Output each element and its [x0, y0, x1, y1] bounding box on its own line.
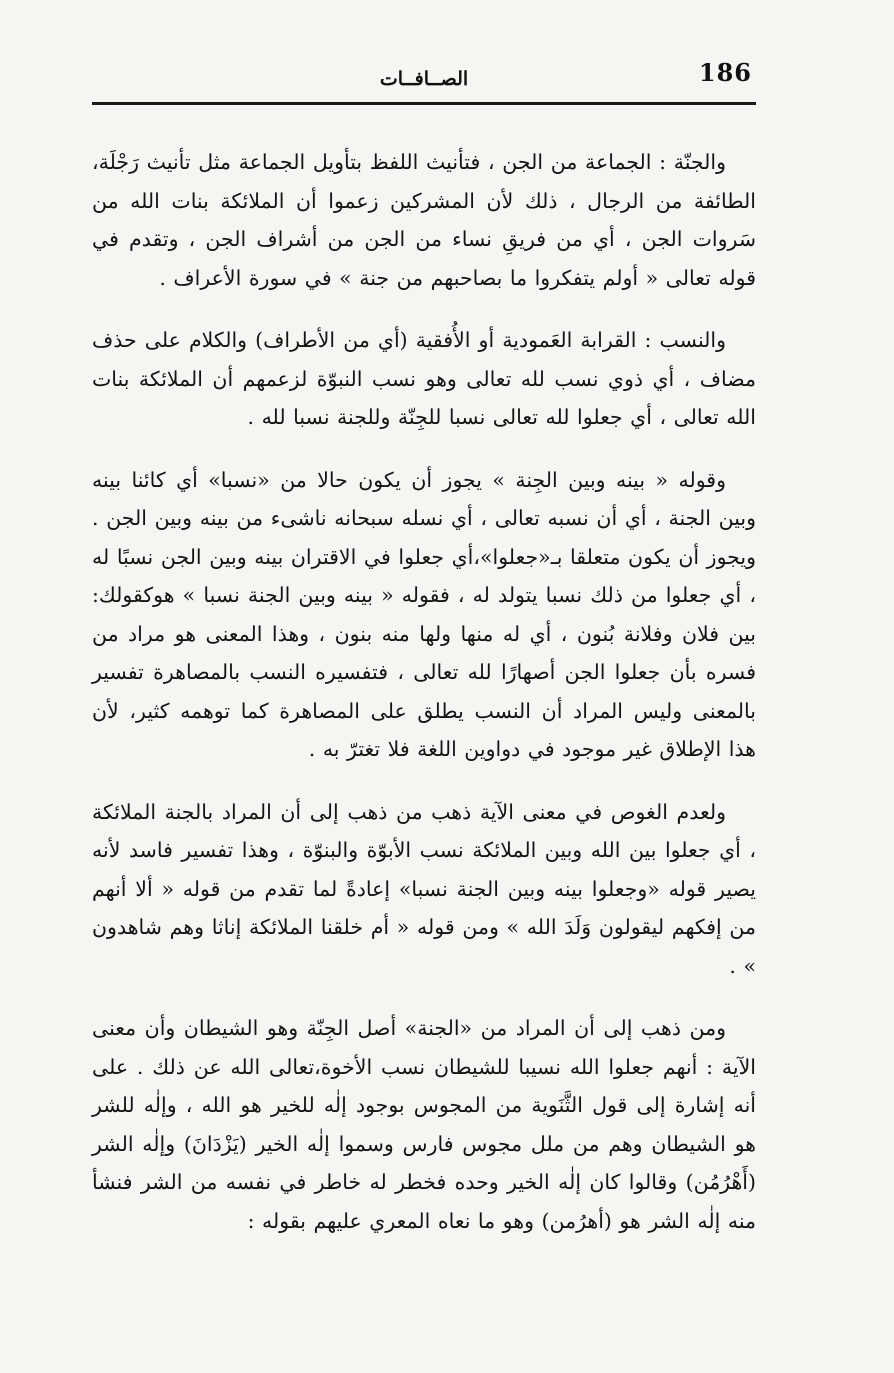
paragraph-jinna: والجنّة : الجماعة من الجن ، فتأنيث اللفظ بتأويل الجماعة مثل تأنيث رَجْلَة، الطائفة من الرجال ، ذلك لأن المشركين زعموا أن الملائكة بنات الله من سَروات الجن ، أي من فريقِ نساء من الجن من أشراف الجن ، وتقدم في قوله تعالى « أولم يتفكروا ما بصاحبهم من جنة » في سورة الأعراف .	[92, 150, 756, 290]
header-rule	[92, 102, 756, 105]
page-header	[92, 58, 756, 102]
body-text	[92, 143, 756, 1264]
paragraph-ghaws: ولعدم الغوص في معنى الآية ذهب من ذهب إلى أن المراد بالجنة الملائكة ، أي جعلوا بين الله وبين الملائكة نسب الأبوّة والبنوّة ، وهذا تفسير فاسد لأنه يصير قوله «وجعلوا بينه وبين الجنة نسبا» إعادةً لما تقدم من قوله « ألا أنهم من إفكهم ليقولون وَلَدَ الله » ومن قوله « أم خلقنا الملائكة إناثا وهم شاهدون » .	[92, 799, 756, 978]
page-number: 186	[698, 58, 752, 87]
paragraph-nasab: والنسب : القرابة العَمودية أو الأُفقية (أي من الأطراف) والكلام على حذف مضاف ، أي ذوي نسب لله تعالى وهو نسب النبوّة لزعمهم أن الملائكة بنات الله تعالى ، أي جعلوا لله تعالى نسبا للجِنّة وللجنة نسبا لله .	[92, 328, 756, 429]
paragraph-shaytan: ومن ذهب إلى أن المراد من «الجنة» أصل الجِنّة وهو الشيطان وأن معنى الآية : أنهم جعلوا الله نسيبا للشيطان نسب الأخوة،تعالى الله عن ذلك . على أنه إشارة إلى قول الثَّنَوية من المجوس بوجود إلٰه للخير هو الله ، وإلٰه للشر هو الشيطان وهم من ملل مجوس فارس وسموا إلٰه الخير (يَزْدَانَ) وإلٰه الشر (أَهْرُمُن) وقالوا كان إلٰه الخير وحده فخطر له خاطر في نفسه من الشر فنشأ منه إلٰه الشر هو (أهرُمن) وهو ما نعاه المعري عليهم بقوله :	[92, 1016, 756, 1233]
running-title: الصــافــات	[379, 68, 469, 90]
paragraph-qawluhu: وقوله « بينه وبين الجِنة » يجوز أن يكون حالا من «نسبا» أي كائنا بينه وبين الجنة ، أي أن نسبه تعالى ، أي نسله سبحانه ناشىء من بينه وبين الجن . ويجوز أن يكون متعلقا بـ«جعلوا»،أي جعلوا في الاقتران بينه وبين الجن نسبًا له ، أي جعلوا من ذلك نسبا يتولد له ، فقوله « بينه وبين الجنة نسبا » هوكقولك: بين فلان وفلانة بُنون ، أي له منها ولها منه بنون ، وهذا المعنى هو مراد من فسره بأن جعلوا الجن أصهارًا لله تعالى ، فتفسيره النسب بالمصاهرة تفسير بالمعنى وليس المراد أن النسب يطلق على المصاهرة كما توهمه كثير، لأن هذا الإطلاق غير موجود في دواوين اللغة فلا تغترّ به .	[92, 467, 756, 761]
